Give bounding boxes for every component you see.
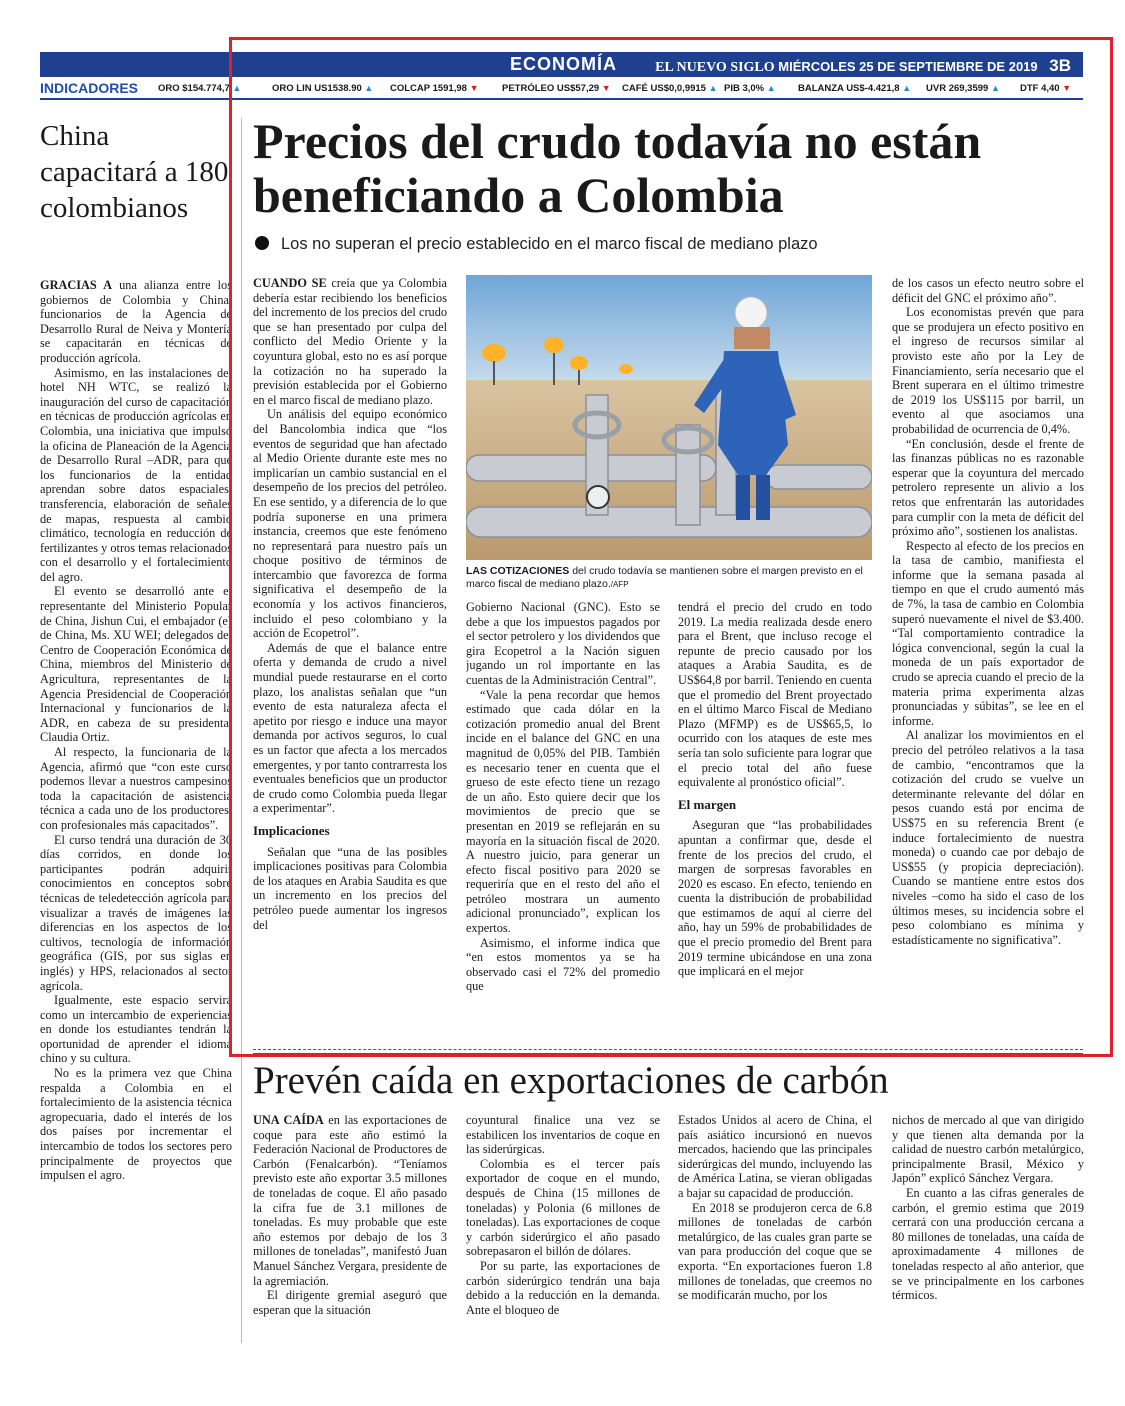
paragraph: Por su parte, las exportaciones de carbón siderúrgico tendrán una baja debido a la reducción en la demanda. Ante el bloqueo de (466, 1258, 660, 1317)
photo-caption: LAS COTIZACIONES del crudo todavía se mantienen sobre el margen previsto en el marco fiscal de mediano plazo./AFP (466, 565, 863, 590)
main-lead: CUANDO SE (253, 276, 327, 290)
paragraph: “En conclusión, desde el frente de las finanzas públicas no es razonable esperar que la coyuntura del mercado petrolero represente un alivio a los retos que enfrentarán las autoridades para cumplir con la meta de déficit del próximo año”, sostienen los analistas. (892, 436, 1084, 539)
main-column-1: CUANDO SE creía que ya Colombia debería estar recibiendo los beneficios del incremento de los precios del crudo que se han presentado por culpa del conflicto del Medio Oriente y la coyuntura global, esto no es así porque la cotización no ha superado la previsión establecida por el Gobierno en el marco fiscal de mediano plazo. Un análisis del equipo económico del Bancolombia indica que “los eventos de seguridad que han afectado al Medio Oriente durante este mes no implicarían un cambio sustancial en el desempeño de los precios del petróleo. En ese sentido, y a diferencia de lo que podría suponerse en una primera instancia, creemos que este fenómeno no representará para nuestro país un choque positivo de términos de intercambio que favorezca de forma significativa el desempeño de la economía y los activos financieros, incluido el peso colombiano y la acción de Ecopetrol”. Además de que el balance entre oferta y demanda de crudo a nivel mundial puede restaurarse en el corto plazo, los analistas señalan que “un evento de esta naturaleza afecta el apetito por riesgo e induce una mayor demanda por activos seguros, lo cual es un factor que afecta a los mercados emergentes, y por tanto contrarresta los eventuales beneficios que un productor de crudo como Colombia pueda llegar a experimentar”. Implicaciones Señalan que “una de las posibles implicaciones positivas para Colombia de los ataques en Arabia Saudita es que un incremento en los precios del petróleo puede aumentar los ingresos del (253, 276, 447, 932)
paragraph: Aseguran que “las probabilidades apuntan a confirmar que, desde el frente de los precios del crudo, el margen de sorpresas favorables en 2020 es escaso. En efecto, teniendo en cuenta la distribución de probabilidad que estimamos de aquí al cierre del año, hay un 59% de probabilidades de que el precio promedio del Brent para 2019 termine ubicándose en una zona que implicará en el mejor (678, 818, 872, 979)
second-lead: UNA CAÍDA (253, 1113, 324, 1127)
indicator-item: BALANZA US$-4.421,8 ▲ (798, 83, 912, 94)
indicator-item: UVR 269,3599 ▲ (926, 83, 1000, 94)
indicator-item: PIB 3,0% ▲ (724, 83, 776, 94)
paragraph: Asimismo, en las instalaciones del hotel NH WTC, se realizó la inauguración del curso de capacitación en técnicas de producción agrícolas en Colombia, una iniciativa que impulsó la oficina de Planeación de la Agencia de Desarrollo Rural –ADR, para que los funcionarios de la entidad aprendan sobre datos espaciales, transferencia, elaboración de señales de mapas, respuesta al cambio climático, tecnología en reducción de fertilizantes y otros temas relacionados con el desarrollo y el fortalecimiento del agro. (40, 365, 232, 584)
second-column-2 (466, 1113, 660, 1353)
main-subhead: Los no superan el precio establecido en el marco fiscal de mediano plazo (255, 235, 818, 254)
indicators-title: INDICADORES (40, 80, 139, 96)
indicator-item: COLCAP 1591,98 ▼ (390, 83, 479, 94)
paragraph: Asimismo, el informe indica que “en estos momentos ya se ha observado casi el 72% del promedio que (466, 935, 660, 994)
main-column-2 (466, 600, 660, 1046)
paragraph: Gobierno Nacional (GNC). Esto se debe a que los impuestos pagados por el sector petrolero y los dividendos que gira Ecopetrol a la Nación siguen jugando un rol importante en las cuentas de la Administración Central”. (466, 600, 660, 687)
arrow-up-icon: ▲ (902, 83, 912, 93)
arrow-down-icon: ▼ (601, 83, 611, 93)
arrow-down-icon: ▼ (1062, 83, 1072, 93)
sidebar-headline: China capacitará a 180 colombianos (40, 120, 229, 224)
article-separator (253, 1049, 1083, 1050)
paragraph: El curso tendrá una duración de 30 días corridos, en donde los participantes podrán adquirir conocimientos en conceptos sobre técnicas de teledetección agrícola para visualizar a través de imágenes las diferencias en los aspectos de los cultivos, tecnología de información geográfica (GIS, por sus siglas en inglés) y HPS, relacionados al sector agrícola. (40, 832, 232, 993)
brand-name: EL NUEVO SIGLO (655, 60, 775, 75)
paragraph: El dirigente gremial aseguró que esperan que la situación (253, 1288, 447, 1317)
paragraph: “Vale la pena recordar que hemos estimado que cada dólar en la cotización promedio anual del Brent incide en el balance del GNC en una magnitud de 0,05% del PIB. También es necesario tener en cuenta que el grueso de este efecto tiene un rezago de un año. Esto quiere decir que los movimientos de precio que se presentan en 2019 se reflejarán en su mayoría en la situación fiscal de 2020. A nuestro juicio, para generar un efecto fiscal positivo para 2020 se requeriría que en el resto del año el petróleo mostrara un aumento adicional pronunciado”, explican los expertos. (466, 687, 660, 936)
section-bar (40, 52, 1083, 77)
paragraph: Un análisis del equipo económico del Bancolombia indica que “los eventos de seguridad que han afectado al Medio Oriente durante este mes no implicarían un cambio sustancial en el desempeño de los precios del petróleo. En ese sentido, y a diferencia de lo que podría suponerse en una primera instancia, creemos que este fenómeno no representará para nuestro país un choque positivo de términos de intercambio que favorezca de forma significativa el desempeño de la economía y los activos financieros, incluido el peso colombiano y la acción de Ecopetrol”. (253, 407, 447, 641)
page-number: 3B (1049, 56, 1071, 75)
paragraph: En cuanto a las cifras generales de carbón, el gremio estima que 2019 cerrará con una producción cercana a 80 millones de toneladas, una caída de aproximadamente 4 millones de toneladas respecto al año anterior, que se ve principalmente en los carbones térmicos. (892, 1185, 1084, 1303)
paragraph: Además de que el balance entre oferta y demanda de crudo a nivel mundial puede restaurarse en el corto plazo, los analistas señalan que “un evento de esta naturaleza afecta el apetito por riesgo e induce una mayor demanda por activos seguros, lo cual es un factor que afecta a los mercados emergentes, y por tanto contrarresta los eventuales beneficios que un productor de crudo como Colombia pueda llegar a experimentar”. (253, 640, 447, 816)
article-separator (253, 1053, 1083, 1054)
paragraph: Los economistas prevén que para que se produjera un efecto positivo en el ingreso de recursos similar al provisto este año por la Ley de Financiamiento, sería necesario que el Brent superara en el último trimestre de 2019 los US$115 por barril, un evento al que asociamos una probabilidad de ocurrencia de 0,4%. (892, 305, 1084, 436)
masthead (655, 56, 1071, 76)
paragraph: nichos de mercado al que van dirigido y que tienen alta demanda por la calidad de nuestro carbón metalúrgico, principalmente Brasil, México y Japón” explicó Sánchez Vergara. (892, 1113, 1084, 1186)
second-column-1: UNA CAÍDA en las exportaciones de coque para este año estimó la Federación Nacional de Productores de Carbón (Fenalcarbón). “Teníamos previsto este año exportar 3.5 millones de toneladas de coque. El año pasado la cifra fue de 3.1 millones de toneladas. Es muy probable que este año estemos por debajo de los 3 millones de toneladas”, manifestó Juan Manuel Sánchez Vergara, presidente de la agremiación. El dirigente gremial aseguró que esperan que la situación (253, 1113, 447, 1317)
second-column-4 (892, 1113, 1084, 1353)
bullet-icon (255, 236, 269, 250)
photo-credit: /AFP (610, 580, 629, 589)
indicator-item: DTF 4,40 ▼ (1020, 83, 1072, 94)
paragraph: En 2018 se produjeron cerca de 6.8 millones de toneladas de carbón metalúrgico, de las cuales gran parte se van para producción del coque que se exporta. “En exportaciones fueron 1.8 millones de toneladas, que creemos no se modificarán mucho, por los (678, 1200, 872, 1303)
second-headline: Prevén caída en exportaciones de carbón (253, 1059, 889, 1102)
paragraph: de los casos un efecto neutro sobre el déficit del GNC el próximo año”. (892, 276, 1084, 305)
paragraph: Colombia es el tercer país exportador de coque en el mundo, después de China (15 millones de toneladas) y Polonia (6 millones de toneladas). Las exportaciones de coque y carbón siderúrgico el año pasado sobrepasaron el billón de dólares. (466, 1156, 660, 1259)
section-label: ECONOMÍA (510, 54, 617, 74)
second-column-3 (678, 1113, 872, 1353)
issue-date: MIÉRCOLES 25 DE SEPTIEMBRE DE 2019 (778, 59, 1038, 74)
indicator-item: CAFÉ US$0,0,9915 ▲ (622, 83, 718, 94)
main-column-4 (892, 276, 1084, 1046)
subheading: El margen (678, 796, 737, 812)
paragraph: Igualmente, este espacio servirá como un intercambio de experiencias en donde los estudiantes tendrán la oportunidad de aprender el idioma chino y su cultura. (40, 993, 232, 1066)
paragraph: El evento se desarrolló ante el representante del Ministerio Popular de China, Jishun Cui, el embajador (e) de China, Ms. XU WEI; delegados del Centro de Cooperación Económica de China, miembros del Ministerio de Agricultura, representantes de la Agencia Presidencial de Cooperación Internacional y funcionarios de la ADR, en cabeza de su presidenta, Claudia Ortiz. (40, 584, 232, 745)
column-divider (241, 118, 242, 1343)
indicator-item: ORO $154.774,7 ▲ (158, 83, 242, 94)
sidebar-body: GRACIAS A una alianza entre los gobiernos de Colombia y China, funcionarios de la Agencia de Desarrollo Rural de Neiva y Montería se capacitarán en técnicas de producción agrícola. Asimismo, en las instalaciones del hotel NH WTC, se realizó la inauguración del curso de capacitación en técnicas de producción agrícolas en Colombia, una iniciativa que impulsó la oficina de Planeación de la Agencia de Desarrollo Rural –ADR, para que los funcionarios de la entidad aprendan sobre datos espaciales, transferencia, elaboración de señales de mapas, respuesta al cambio climático, tecnología en reducción de fertilizantes y otros temas relacionados con el desarrollo y el fortalecimiento del agro. El evento se desarrolló ante el representante del Ministerio Popular de China, Jishun Cui, el embajador (e) de China, Ms. XU WEI; delegados del Centro de Cooperación Económica de China, miembros del Ministerio de Agricultura, representantes de la Agencia Presidencial de Cooperación Internacional y funcionarios de la ADR, en cabeza de su presidenta, Claudia Ortiz. Al respecto, la funcionaria de la Agencia, afirmó que “con este curso podemos llevar a nuestros campesinos toda la capacitación de asistencia técnica a cada uno de los productores, con profesionales más capacitados”. El curso tendrá una duración de 30 días corridos, en donde los participantes podrán adquirir conocimientos en conceptos sobre técnicas de teledetección agrícola para visualizar a través de imágenes las diferencias en los aspectos de los cultivos, tecnología de información geográfica (GIS, por sus siglas en inglés) y HPS, relacionados al sector agrícola. Igualmente, este espacio servirá como un intercambio de experiencias en donde los estudiantes tendrán la oportunidad de aprender el idioma chino y su cultura. No es la primera vez que China respalda a Colombia en el fortalecimiento de la asistencia técnica agropecuaria, dado el interés de los dos países por incrementar el intercambio de todos los sectores pero principalmente de proyectos que impulsen el agro. (40, 278, 232, 1183)
arrow-up-icon: ▲ (708, 83, 718, 93)
oil-worker-photo (466, 275, 872, 560)
paragraph: Al respecto, la funcionaria de la Agencia, afirmó que “con este curso podemos llevar a nuestros campesinos toda la capacitación de asistencia técnica a cada uno de los productores, con profesionales más capacitados”. (40, 745, 232, 832)
paragraph: Señalan que “una de las posibles implicaciones positivas para Colombia de los ataques en Arabia Saudita es que un incremento en los precios del petróleo puede aumentar los ingresos del (253, 844, 447, 932)
indicators-strip (40, 80, 1083, 100)
subheading: Implicaciones (253, 822, 330, 838)
paragraph: coyuntural finalice una vez se estabilicen los inventarios de coque en las siderúrgicas. (466, 1113, 660, 1157)
caption-lead: LAS COTIZACIONES (466, 565, 570, 577)
paragraph: tendrá el precio del crudo en todo 2019. La media realizada desde enero para el Brent, que incluso recoge el repunte de precio causado por los ataques a Arabia Saudita, es de US$64,8 por barril. Teniendo en cuenta que el promedio del Brent proyectado en el último Marco Fiscal de Mediano Plazo (MFMP) es de US$65,5, lo ocurrido con los ataques de este mes sería tan solo suficiente para lograr que el precio total del año fuese equivalente al pronóstico oficial”. (678, 600, 872, 790)
sidebar-lead: GRACIAS A (40, 278, 113, 292)
paragraph: Al analizar los movimientos en el precio del petróleo relativos a la tasa de cambio, “encontramos que la cotización del crudo se vuelve un determinante relevante del dólar en pesos cuando está por encima de US$75 en su referencia Brent (e induce fortalecimiento de nuestra moneda) o cuando cae por debajo de US$55 (y propicia depreciación). Cuando se mantiene entre estos dos niveles –como ha sido el caso de los últimos meses, su incidencia sobre el peso colombiano es mínima y estadísticamente no significativa”. (892, 728, 1084, 947)
paragraph: Respecto al efecto de los precios en la tasa de cambio, manifiesta el informe que la semana pasada al tiempo en que el crudo aumentó más de 7%, la tasa de cambio en Colombia superó nuevamente el nivel de $3.400. “Tal comportamiento contradice la lógica convencional, según la cual la moneda de un país exportador de crudo se aprecia cuando el precio de la materia prima experimenta alzas pronunciadas y súbitas”, se lee en el informe. (892, 538, 1084, 728)
arrow-up-icon: ▲ (990, 83, 1000, 93)
arrow-down-icon: ▼ (469, 83, 479, 93)
arrow-up-icon: ▲ (232, 83, 242, 93)
arrow-up-icon: ▲ (766, 83, 776, 93)
indicator-item: PETRÓLEO US$57,29 ▼ (502, 83, 611, 94)
main-column-3 (678, 600, 872, 1046)
arrow-up-icon: ▲ (364, 83, 374, 93)
paragraph: No es la primera vez que China respalda a Colombia en el fortalecimiento de la asistencia técnica agropecuaria, dado el interés de los dos países por incrementar el intercambio de todos los sectores pero principalmente de proyectos que impulsen el agro. (40, 1066, 232, 1183)
paragraph: Estados Unidos al acero de China, el país asiático incursionó en nuevos mercados, haciendo que las principales siderúrgicas del mundo, incluyendo las de América Latina, se vieran obligadas a bajar su capacidad de producción. (678, 1113, 872, 1200)
indicator-item: ORO LIN US1538.90 ▲ (272, 83, 374, 94)
main-headline: Precios del crudo todavía no están beneficiando a Colombia (253, 113, 982, 223)
